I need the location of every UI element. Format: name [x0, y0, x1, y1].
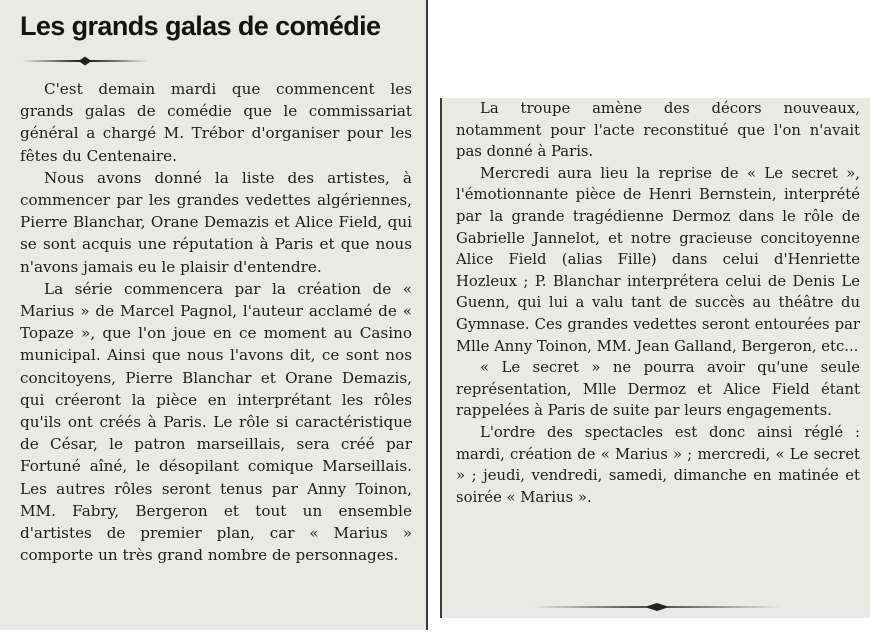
paragraph-2: Nous avons donné la liste des artistes, à commencer par les grandes vedettes algériennes, Pierre Blanchar, Orane Demazis et Alice Field, qui se sont acquis une réputation à Paris et que nous n'avons jamais eu le plaisir d'entendre. — [20, 168, 412, 276]
article-column-left — [0, 0, 428, 630]
paragraph-6: « Le secret » ne pourra avoir qu'une seule représentation, Mlle Dermoz et Alice Field étant rappelées à Paris de suite par leurs engagements. — [456, 359, 860, 420]
article-title: Les grands galas de comédie — [20, 11, 381, 41]
paragraph-1: C'est demain mardi que commencent les grands galas de comédie que le commissariat général a chargé M. Trébor d'organiser pour les fêtes du Centenaire. — [20, 80, 412, 165]
end-ornament — [442, 602, 872, 612]
paragraph-3: La série commencera par la création de « Marius » de Marcel Pagnol, l'auteur acclamé de « Topaze », que l'on joue en ce moment au Casino municipal. Ainsi que nous l'avons dit, ce sont nos concitoyens, Pierre Blanchar et Orane Demazis, qui créeront la pièce en interprétant les rôles qu'ils ont créés à Paris. Le rôle si caractéristique de César, le patron marseillais, sera créé par Fortuné aîné, le désopilant comique Marseillais. Les autres rôles seront tenus par Anny Toinon, MM. Fabry, Bergeron et tout un ensemble d'artistes de premier plan, car « Marius » comporte un très grand nombre de personnages. — [20, 279, 412, 565]
paragraph-5: Mercredi aura lieu la reprise de « Le secret », l'émotionnante pièce de Henri Bernstein, interprété par la grande tragédienne Dermoz dans le rôle de Gabrielle Jannelot, et notre gracieuse concitoyenne Alice Field (alias Fille) dans celui d'Henriette Hozleux ; P. Blanchar interprétera celui de Denis Le Guenn, qui lui a valu tant de succès au théâtre du Gymnase. Ces grandes vedettes seront entourées par Mlle Anny Toinon, MM. Jean Galland, Bergeron, etc... — [456, 164, 860, 355]
article-column-right — [440, 98, 870, 618]
title-ornament — [20, 56, 150, 66]
paragraph-4: La troupe amène des décors nouveaux, notamment pour l'acte reconstitué que l'on n'avait pas donné à Paris. — [456, 100, 860, 161]
paragraph-7: L'ordre des spectacles est donc ainsi réglé : mardi, création de « Marius » ; mercredi, « Le secret » ; jeudi, vendredi, samedi, dimanche en matinée et soirée « Marius ». — [456, 423, 860, 506]
